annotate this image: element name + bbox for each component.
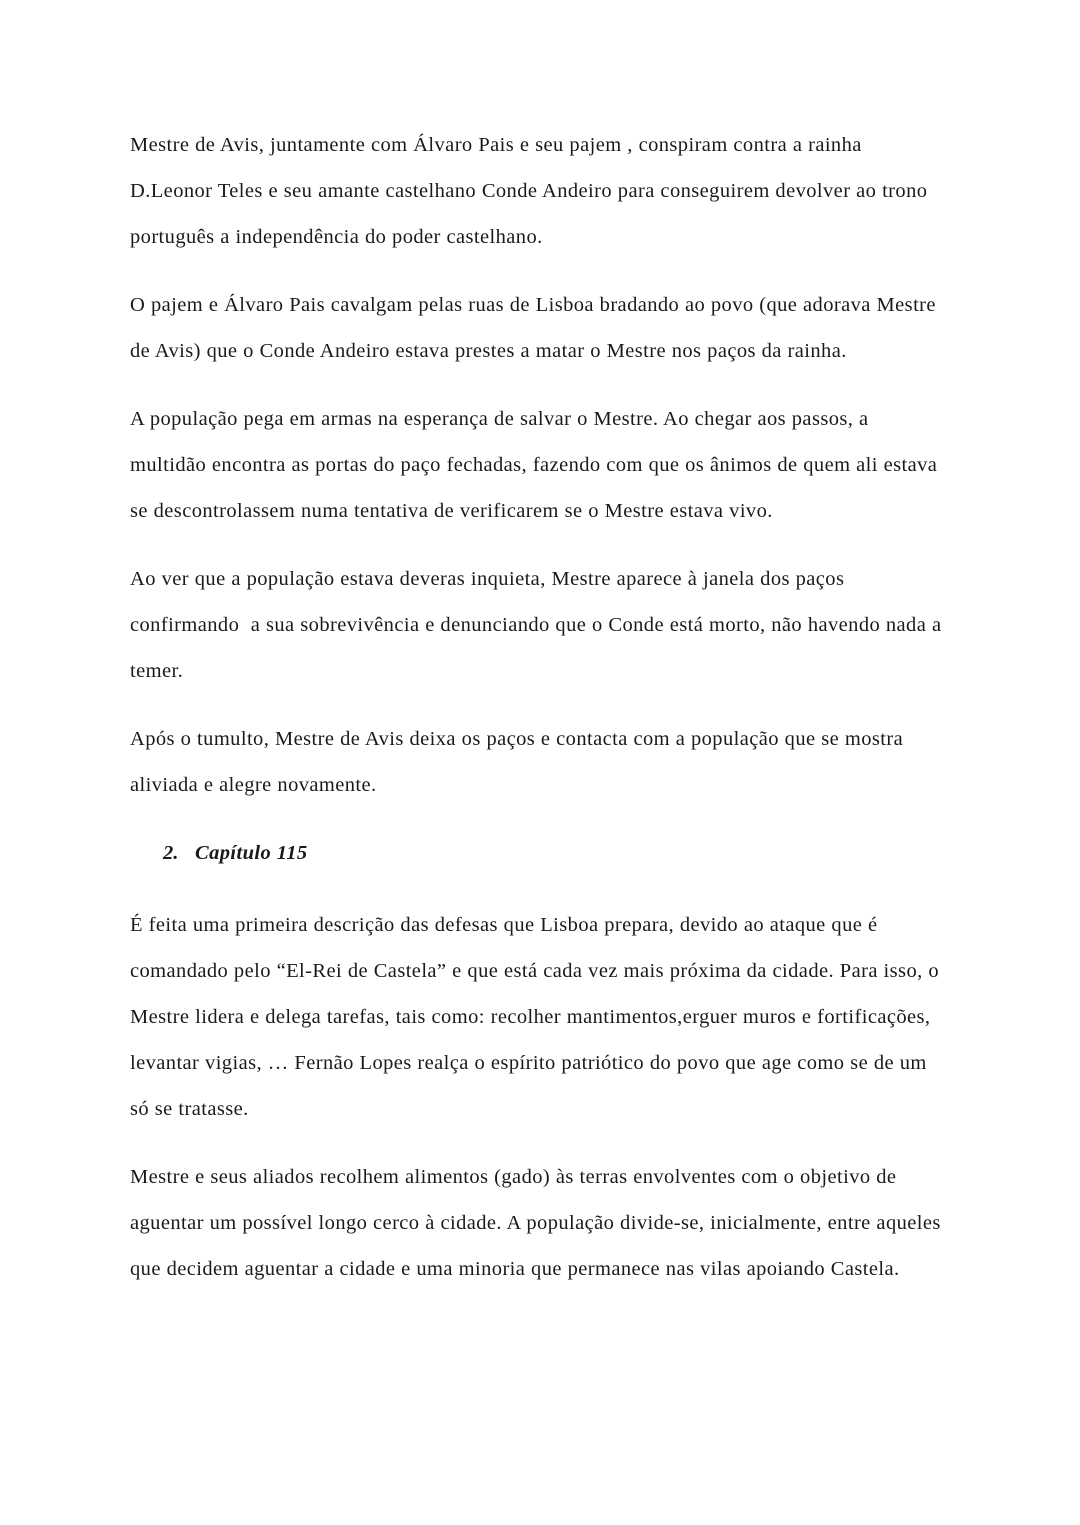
heading-list-number: 2. xyxy=(163,842,179,864)
paragraph-2: O pajem e Álvaro Pais cavalgam pelas ruas de Lisboa bradando ao povo (que adorava Mestre de Avis) que o Conde Andeiro estava prestes a matar o Mestre nos paços da rainha. xyxy=(130,294,942,362)
paragraph-5: Após o tumulto, Mestre de Avis deixa os paços e contacta com a população que se mostra aliviada e alegre novamente. xyxy=(130,728,909,796)
paragraph-1: Mestre de Avis, juntamente com Álvaro Pais e seu pajem , conspiram contra a rainha D.Leonor Teles e seu amante castelhano Conde Andeiro para conseguirem devolver ao trono português a independência do poder castelhano. xyxy=(130,134,934,248)
paragraph-4: Ao ver que a população estava deveras inquieta, Mestre aparece à janela dos paços confirmando a sua sobrevivência e denunciando que o Conde está morto, não havendo nada a temer. xyxy=(130,568,948,682)
paragraph-3: A população pega em armas na esperança de salvar o Mestre. Ao chegar aos passos, a multidão encontra as portas do paço fechadas, fazendo com que os ânimos de quem ali estava se descontrolassem numa tentativa de verificarem se o Mestre estava vivo. xyxy=(130,408,944,522)
section-heading-capitulo-115 xyxy=(130,830,948,876)
heading-label: Capítulo 115 xyxy=(195,842,308,864)
paragraph-6: É feita uma primeira descrição das defesas que Lisboa prepara, devido ao ataque que é comandado pelo “El-Rei de Castela” e que está cada vez mais próxima da cidade. Para isso, o Mestre lidera e delega tarefas, tais como: recolher mantimentos,erguer muros e fortificações, levantar vigias, … Fernão Lopes realça o espírito patriótico do povo que age como se de um só se tratasse. xyxy=(130,914,945,1120)
paragraph-7: Mestre e seus aliados recolhem alimentos (gado) às terras envolventes com o objetivo de aguentar um possível longo cerco à cidade. A população divide-se, inicialmente, entre aqueles que decidem aguentar a cidade e uma minoria que permanece nas vilas apoiando Castela. xyxy=(130,1166,947,1280)
document-text-body xyxy=(130,122,948,1292)
